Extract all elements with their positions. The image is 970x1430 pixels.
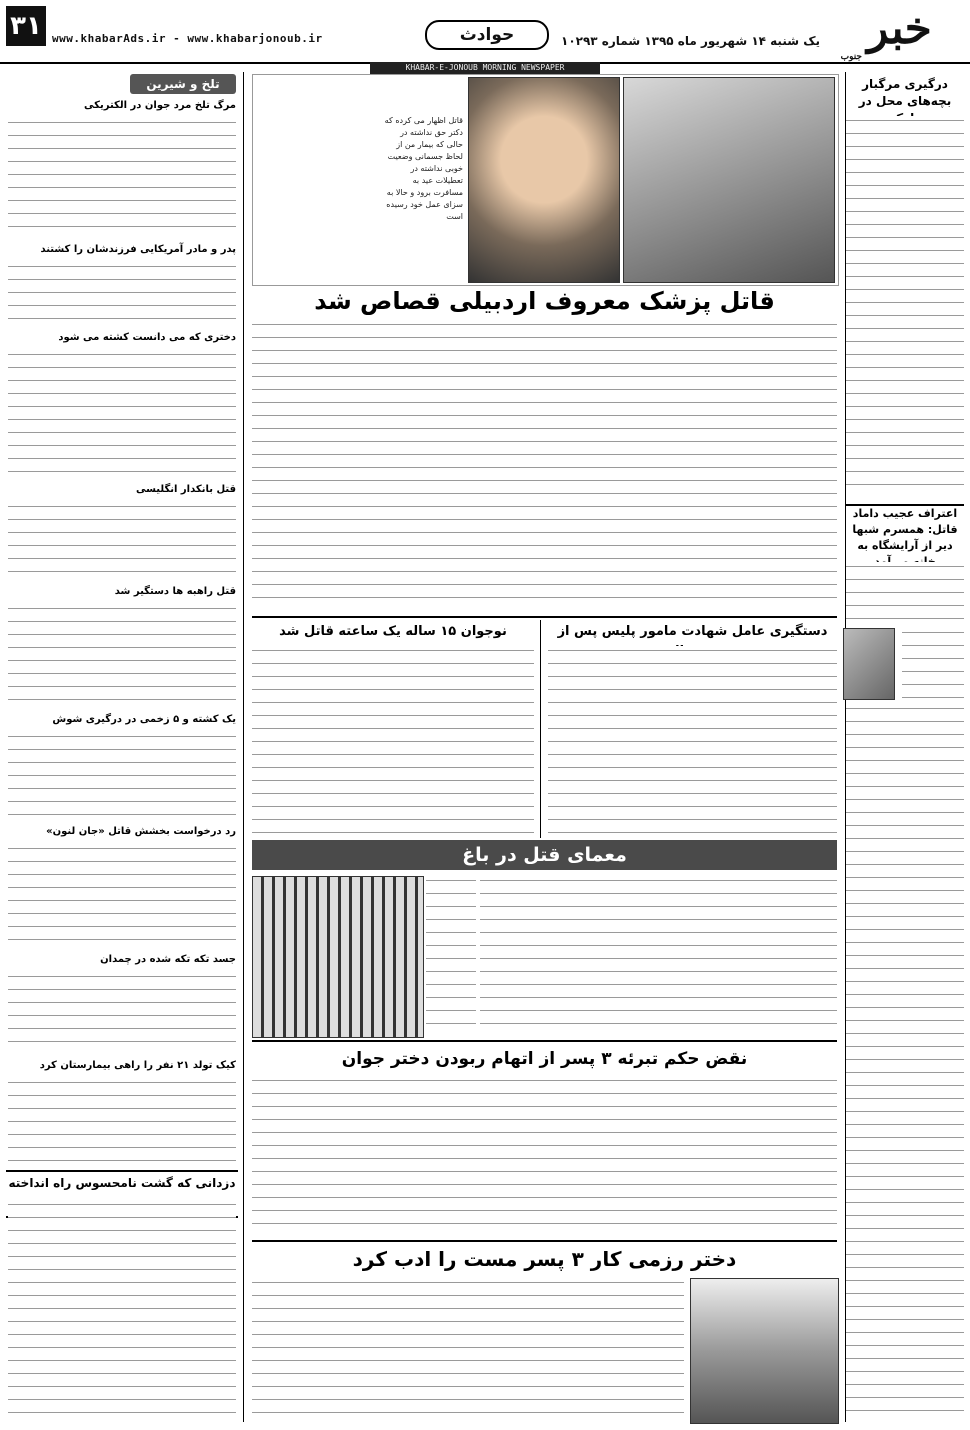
left-item-title: قتل راهبه ها دستگیر شد xyxy=(114,586,236,597)
logo-subtext: جنوب xyxy=(840,52,862,62)
website-urls: www.khabarAds.ir - www.khabarjonoub.ir xyxy=(52,32,323,45)
left-item-title: جسد تکه تکه شده در چمدان xyxy=(100,954,236,965)
left-item-body xyxy=(8,262,236,326)
story-police-body xyxy=(548,646,837,836)
left-item-body xyxy=(8,972,236,1054)
right-story1-title: درگیری مرگبار بچه‌های محل در xyxy=(846,76,964,129)
left-item-title: کیک تولد ۲۱ نفر را راهی بیمارستان کرد xyxy=(39,1060,236,1071)
story-girl-body xyxy=(252,1278,684,1422)
lead-body xyxy=(252,320,837,610)
left-item-body xyxy=(8,350,236,478)
left-item-body xyxy=(8,844,236,948)
lead-title: قاتل پزشک معروف اردبیلی قصاص شد xyxy=(314,287,775,315)
left-item-title: رد درخواست بخشش قاتل «جان لنون» xyxy=(46,826,236,837)
newspaper-logo xyxy=(837,3,962,62)
story-teen-body xyxy=(252,646,534,836)
left-bottom-title: دزدانی که گشت نامحسوس راه انداخته xyxy=(6,1170,238,1218)
left-item-body xyxy=(8,118,236,238)
left-item-title: دختری که می دانست کشته می شود xyxy=(58,332,236,343)
right-story2-side xyxy=(902,628,964,698)
left-item-body xyxy=(8,604,236,708)
lead-photo-frame xyxy=(252,74,839,286)
lead-caption: قاتل اظهار می کرده که دکتر حق نداشته در حالی که بیمار من از لحاظ جسمانی وضعیت خوبی نداشته در تعطیلات عید به مسافرت برود و حالا به سزای عمل خود رسیده است xyxy=(384,116,463,221)
story-girl-title: دختر رزمی کار ۳ پسر مست را ادب کرد xyxy=(352,1247,737,1271)
dateline: یک شنبه ۱۴ شهریور ماه ۱۳۹۵ شماره ۱۰۲۹۳ xyxy=(561,34,820,48)
section-label: حوادث xyxy=(425,20,549,50)
story-garden-body xyxy=(480,876,837,1036)
story-police-title: دستگیری عامل شهادت مامور پلیس پس از xyxy=(557,624,828,639)
left-item-body xyxy=(8,732,236,820)
left-item-title: پدر و مادر آمریکایی فرزندشان را کشتند xyxy=(40,244,236,255)
left-item-title: یک کشته و ۵ زخمی در درگیری شوش xyxy=(52,714,236,725)
section-rule xyxy=(252,616,837,618)
right-story2-body xyxy=(846,704,964,1422)
right-story2-photo xyxy=(843,628,895,700)
story-verdict-title: نقض حکم تبرئه ۳ پسر از اتهام ربودن دختر جوان xyxy=(341,1049,748,1069)
left-column-header: تلخ و شیرین xyxy=(130,74,236,94)
section-rule xyxy=(252,1240,837,1242)
right-story2-title: اعتراف عجیب داماد قاتل: همسرم شبها دیر از آرایشگاه به xyxy=(846,504,964,572)
left-bottom-body xyxy=(8,1200,236,1422)
section-rule xyxy=(252,1040,837,1042)
story-garden-photo xyxy=(252,876,424,1038)
column-divider xyxy=(540,620,541,838)
story-garden-title: معمای قتل در باغ xyxy=(252,840,837,870)
story-girl-photo xyxy=(690,1278,839,1424)
right-story2-intro xyxy=(846,562,964,622)
page-number: ۳۱ xyxy=(6,6,46,46)
left-item-title: مرگ تلخ مرد جوان در الکتریکی xyxy=(84,100,236,111)
left-item-body xyxy=(8,502,236,580)
story-garden-side xyxy=(426,876,476,1036)
column-divider xyxy=(243,72,244,1422)
right-story1-body xyxy=(846,116,964,496)
convict-photo xyxy=(623,77,835,283)
story-teen-title: نوجوان ۱۵ ساله یک ساعته قاتل شد xyxy=(279,624,507,639)
story-verdict-body xyxy=(252,1076,837,1236)
logo-text: خبر xyxy=(867,3,932,54)
left-item-body xyxy=(8,1078,236,1162)
masthead xyxy=(0,0,970,64)
tagline: KHABAR-E-JONOUB MORNING NEWSPAPER xyxy=(370,62,600,74)
victim-photo xyxy=(468,77,620,283)
left-item-title: قتل بانکدار انگلیسی xyxy=(135,484,236,495)
